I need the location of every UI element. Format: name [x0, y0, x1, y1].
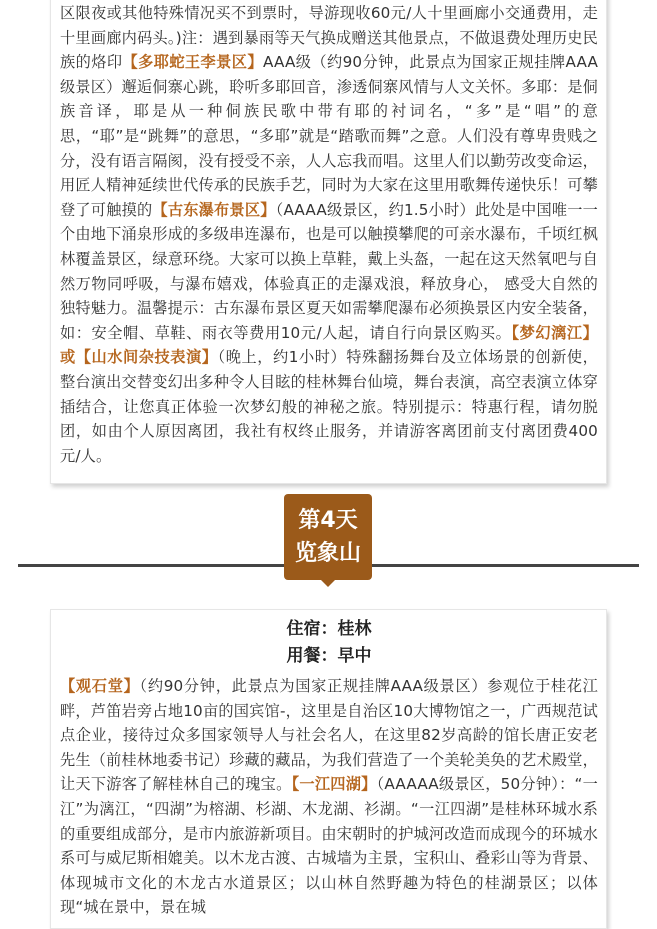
dream-lijiang-show-highlight: 【梦幻漓江】或【山水间杂技表演】: [60, 323, 598, 367]
itinerary-day3-card: [50, 0, 607, 484]
gudong-waterfall-highlight: 【古东瀑布景区】: [152, 200, 276, 219]
day4-text-1: （约90分钟，此景点为国家正规挂牌AAA级景区）参观位于桂花江畔，芦笛岩旁占地10亩的国宾馆-，这里是自治区10大博物馆之一，广西规范试点企业，接待过众多国家领导人与社会名人，在这里82岁高龄的馆长唐正安老先生（前桂林地委书记）珍藏的藏品，为我们营造了一个美轮美奂的艺术殿堂，让天下游客了解桂林自己的瑰宝。: [60, 677, 599, 794]
duoye-scenic-area-highlight: 【多耶蛇王李景区】: [122, 53, 264, 72]
itinerary-day4-card: [50, 609, 607, 929]
guanshitang-highlight: 【观石堂】: [60, 677, 140, 695]
meals-info: 用餐：早中: [286, 646, 372, 666]
day4-text-2: （AAAAA级景区，50分钟）：“一江”为漓江，“四湖”为榕湖、杉湖、木龙湖、衫湖。“一江四湖”是桂林环城水系的重要组成部分，是市内旅游新项目。由宋朝时的护城河改造而成现今的环城水系可与威尼斯相媲美。以木龙古渡、古城墙为主景，宝积山、叠彩山等为背景、体现城市文化的木龙古水道景区；以山林自然野趣为特色的桂湖景区；以体现“城在景中，景在城: [60, 775, 598, 917]
day-number-label: 第4天: [298, 508, 358, 533]
day3-text-1: 区限夜或其他特殊情况买不到票时，导游现收60元/人十里画廊小交通费用，走十里画廊内码头。)注：遇到暴雨等天气换成赠送其他景点，不做退费处理历史民族的烙印: [60, 4, 598, 72]
day4-badge: [284, 494, 372, 580]
day-title: 览象山: [294, 541, 361, 566]
day3-text-4: （晚上，约1小时）特殊翻扬舞台及立体场景的创新使，整台演出交替变幻出多种令人目眩的桂林舞台仙境，舞台表演，高空表演立体穿插结合，让您真正体验一次梦幻般的神秘之旅。特别提示：特惠行程，请勿脱团，如由个人原因离团，我社有权终止服务，并请游客离团前支付离团费400元/人。: [60, 348, 598, 465]
day3-text-2: AAA级（约90分钟，此景点为国家正规挂牌AAA级景区）邂逅侗寨心跳，聆听多耶回音，渗透侗寨风情与人文关怀。多耶：是侗族音译，耶是从一种侗族民歌中带有耶的衬词名，“多”是“唱”的意思，“耶”是“跳舞”的意思，“多耶”就是“踏歌而舞”之意。人们没有尊卑贵贱之分，没有语言隔阂，没有授受不亲，人人忘我而唱。这里人们以勤劳改变命运，用匠人精神延续世代传承的民族手艺，同时为大家在这里用歌舞传递快乐！可攀登了可触摸的: [60, 53, 598, 219]
one-river-four-lakes-highlight: 【一江四湖】: [291, 775, 377, 794]
lodging-info: 住宿：桂林: [286, 619, 372, 639]
day3-text-3: （AAAA级景区，约1.5小时）此处是中国唯一一个由地下涌泉形成的多级串连瀑布，也是可以触摸攀爬的可亲水瀑布，千顷红枫林覆盖景区，绿意环绕。大家可以换上草鞋，戴上头盔，一起在这天然氧吧与自然万物同呼吸，与瀑布嬉戏，体验真正的走瀑戏浪，释放身心， 感受大自然的独特魅力。温馨提示：古东瀑布景区夏天如需攀爬瀑布必须换景区内安全装备，如：安全帽、草鞋、雨衣等费用10元/人起，请自行向景区购买。: [60, 200, 599, 342]
day3-description: [60, 1, 598, 468]
day4-description: [60, 674, 598, 920]
